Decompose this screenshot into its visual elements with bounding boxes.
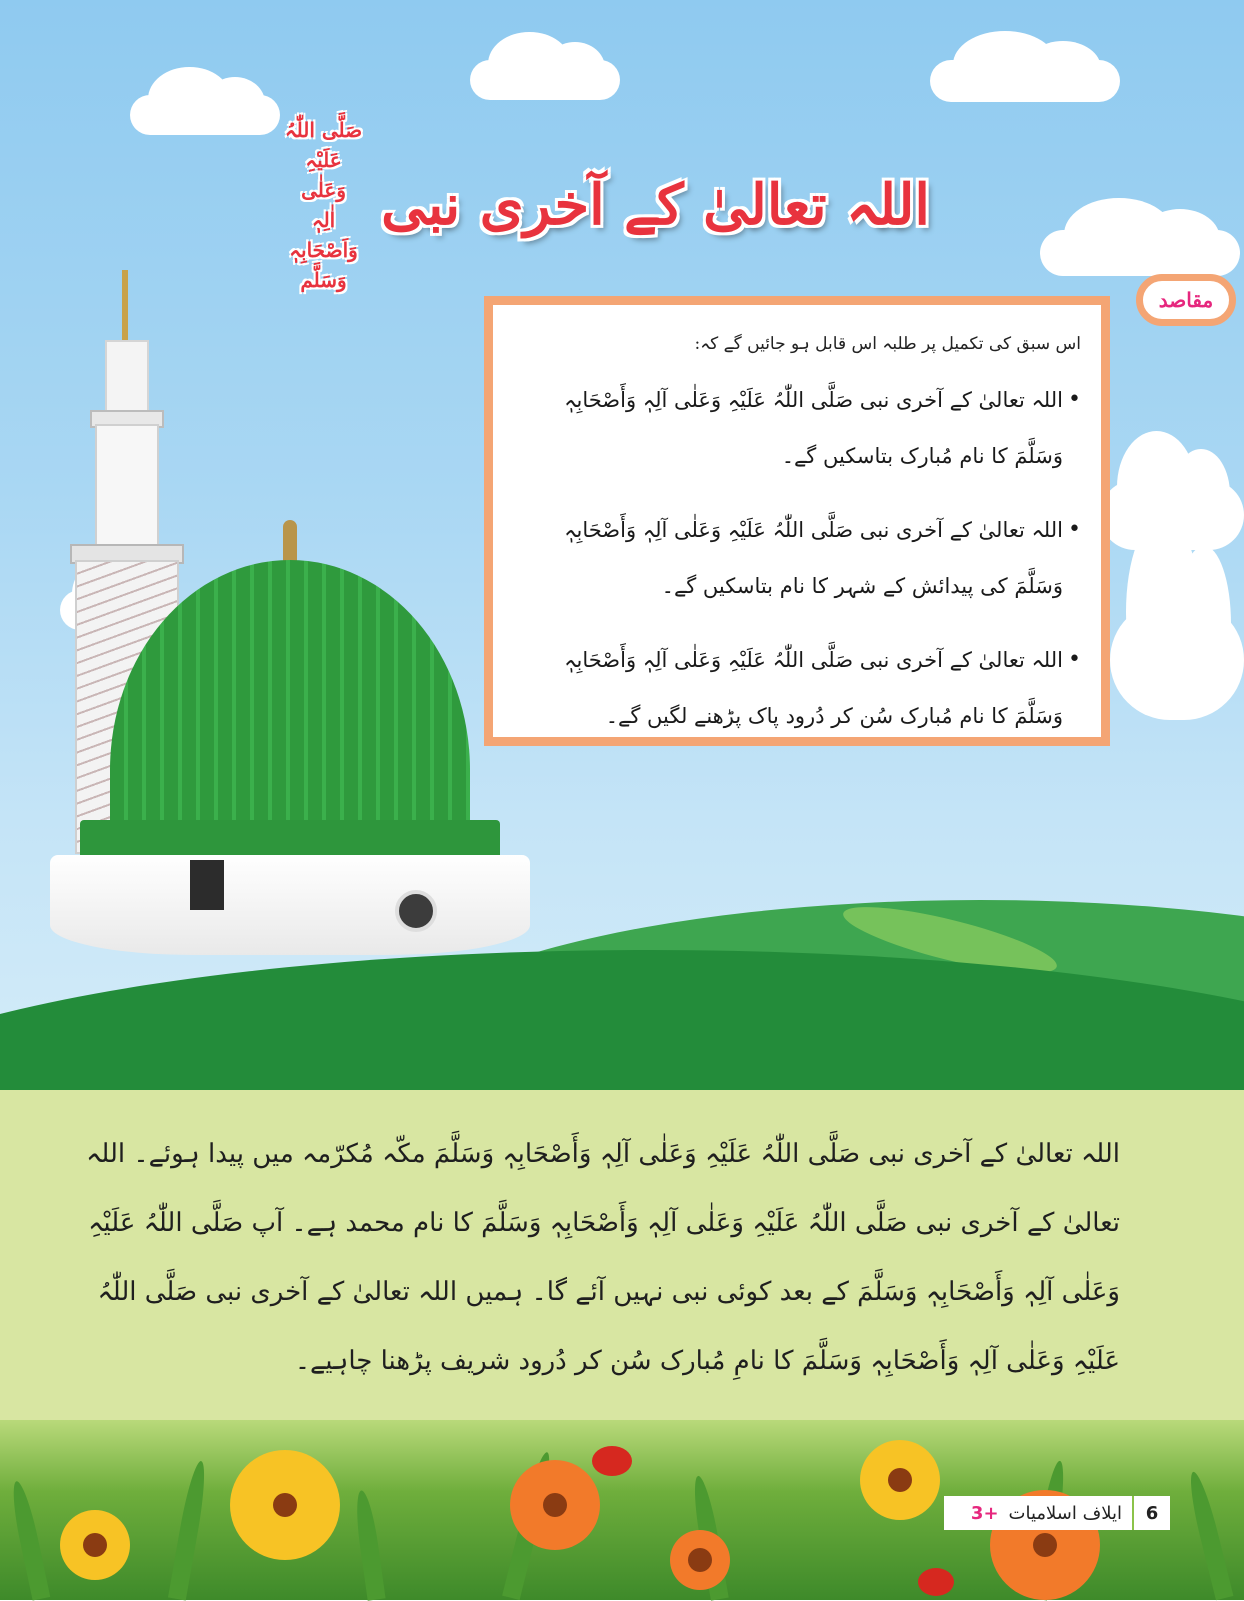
cloud [1110, 600, 1244, 720]
book-level: 3+ [970, 1502, 999, 1524]
objective-text: اللہ تعالیٰ کے آخری نبی صَلَّی اللّٰہُ عَلَیْہِ وَعَلٰی آلِہٖ وَأَصْحَابِہٖ وَسَلَّمَ کی پیدائش کے شہر کا نام بتاسکیں گے۔ [564, 518, 1063, 598]
title-salawat [280, 115, 367, 295]
cloud [1100, 480, 1244, 550]
flower-icon [670, 1530, 730, 1590]
green-dome [110, 560, 470, 860]
bullet-icon: • [1068, 387, 1081, 412]
lesson-paragraph: اللہ تعالیٰ کے آخری نبی صَلَّی اللّٰہُ عَلَیْہِ وَعَلٰی آلِہٖ وَأَصْحَابِہٖ وَسَلَّمَ مکّہ مُکرّمہ میں پیدا ہوئے۔ اللہ تعالیٰ کے آخری نبی صَلَّی اللّٰہُ عَلَیْہِ وَعَلٰی آلِہٖ وَأَصْحَابِہٖ وَسَلَّمَ کا نام محمد ہے۔ آپ صَلَّی اللّٰہُ عَلَیْہِ وَعَلٰی آلِہٖ وَأَصْحَابِہٖ وَسَلَّمَ کے بعد کوئی نبی نہیں آئے گا۔ ہمیں اللہ تعالیٰ کے آخری نبی صَلَّی اللّٰہُ عَلَیْہِ وَعَلٰی آلِہٖ وَأَصْحَابِہٖ وَسَلَّمَ کا نامِ مُبارک سُن کر دُرود شریف پڑھنا چاہیے۔ [86, 1139, 1120, 1376]
objective-text: اللہ تعالیٰ کے آخری نبی صَلَّی اللّٰہُ عَلَیْہِ وَعَلٰی آلِہٖ وَأَصْحَابِہٖ وَسَلَّمَ کا نام مُبارک سُن کر دُرود پاک پڑھنے لگیں گے۔ [564, 648, 1063, 728]
flower-icon [230, 1450, 340, 1560]
flower-icon [860, 1440, 940, 1520]
cloud [930, 60, 1120, 102]
objective-item [517, 372, 1081, 484]
flower-icon [60, 1510, 130, 1580]
ladybug-icon [592, 1446, 632, 1476]
bullet-icon: • [1068, 647, 1081, 672]
objective-item [517, 502, 1081, 614]
objectives-box [484, 296, 1110, 746]
objectives-list [517, 372, 1081, 744]
minaret-spire [122, 270, 128, 340]
salawat-line-2: اٰلِہٖ وَاَصْحَابِہٖ وَسَلَّم [289, 208, 358, 292]
cloud [470, 60, 620, 100]
grass-blade [8, 1479, 51, 1600]
objective-text: اللہ تعالیٰ کے آخری نبی صَلَّی اللّٰہُ عَلَیْہِ وَعَلٰی آلِہٖ وَأَصْحَابِہٖ وَسَلَّمَ کا نام مُبارک بتاسکیں گے۔ [564, 388, 1063, 468]
objectives-intro: اس سبق کی تکمیل پر طلبہ اس قابل ہو جائیں گے کہ: [694, 334, 1081, 354]
dome-door [190, 860, 224, 910]
cloud [1040, 230, 1240, 276]
flower-icon [510, 1460, 600, 1550]
objective-item [517, 632, 1081, 744]
grass-blade [168, 1460, 210, 1601]
grass-blade [352, 1489, 385, 1600]
dome-window [395, 890, 437, 932]
dome-base [50, 855, 530, 955]
salawat-line-1: صَلَّی اللّٰہُ عَلَیْہِ وَعَلٰی [284, 118, 363, 202]
book-title: ایلاف اسلامیات [1008, 1502, 1122, 1524]
green-dome-illustration [40, 520, 540, 950]
ladybug-icon [918, 1568, 954, 1596]
minaret-top [105, 340, 149, 414]
title-main: اللہ تعالیٰ کے آخری نبی [381, 172, 930, 238]
page-number: 6 [1132, 1496, 1170, 1530]
lesson-title [280, 118, 930, 292]
page-footer [944, 1496, 1170, 1530]
cloud [130, 95, 280, 135]
dome-drum [80, 820, 500, 860]
objectives-tag: مقاصد [1136, 274, 1236, 326]
bullet-icon: • [1068, 517, 1081, 542]
grass-blade [1185, 1470, 1234, 1600]
lesson-body [60, 1120, 1120, 1396]
